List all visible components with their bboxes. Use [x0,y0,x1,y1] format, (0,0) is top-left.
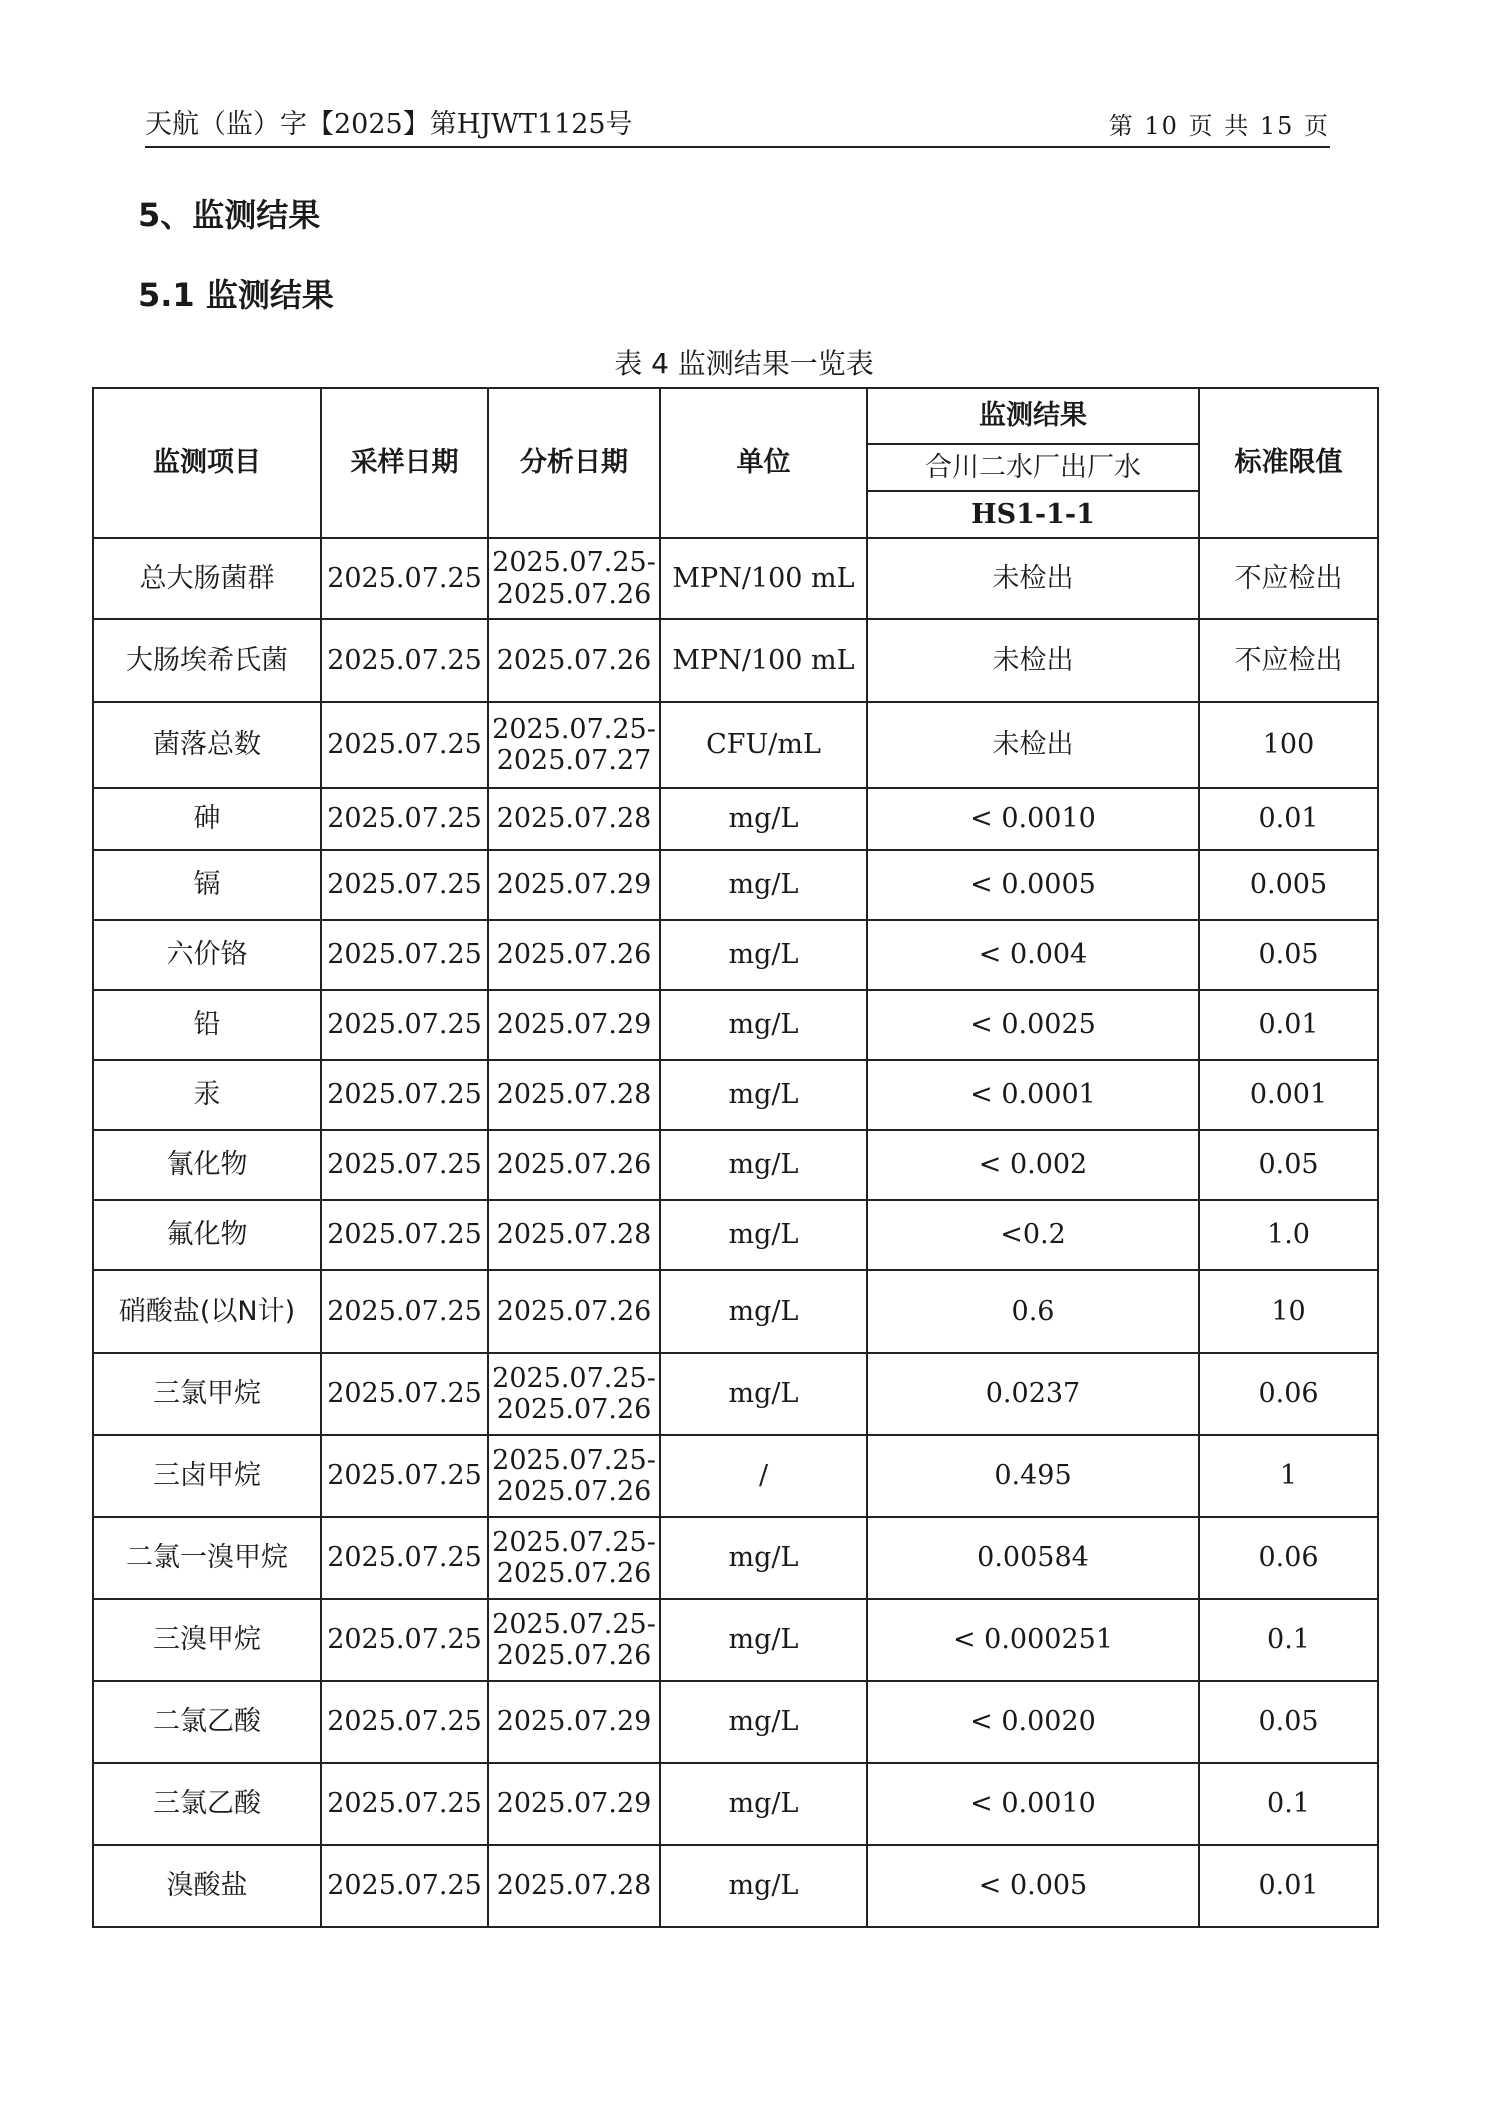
cell-item: 三氯甲烷 [93,1353,321,1435]
cell-unit: mg/L [660,990,867,1060]
cell-item: 二氯一溴甲烷 [93,1517,321,1599]
table-row [93,1599,1378,1681]
cell-sample-date: 2025.07.25 [321,920,488,990]
cell-result: 未检出 [867,538,1199,619]
cell-result: < 0.000251 [867,1599,1199,1681]
cell-analysis-date: 2025.07.29 [488,1763,660,1845]
cell-analysis-date: 2025.07.29 [488,850,660,920]
header-sample-date: 采样日期 [321,388,488,538]
cell-result: 0.00584 [867,1517,1199,1599]
table-row [93,1435,1378,1517]
cell-unit: mg/L [660,1200,867,1270]
cell-limit: 不应检出 [1199,538,1378,619]
cell-limit: 0.05 [1199,1681,1378,1763]
table-row [93,1681,1378,1763]
table-row [93,850,1378,920]
cell-analysis-date: 2025.07.26 [488,1130,660,1200]
cell-sample-date: 2025.07.25 [321,1270,488,1353]
cell-sample-date: 2025.07.25 [321,702,488,788]
cell-limit: 0.1 [1199,1763,1378,1845]
table-row [93,920,1378,990]
cell-sample-date: 2025.07.25 [321,788,488,850]
cell-item: 溴酸盐 [93,1845,321,1927]
cell-unit: MPN/100 mL [660,619,867,702]
cell-unit: mg/L [660,1060,867,1130]
cell-unit: / [660,1435,867,1517]
subsection-title: 5.1 监测结果 [138,276,334,314]
cell-result: 未检出 [867,702,1199,788]
cell-limit: 0.05 [1199,1130,1378,1200]
section-title: 5、监测结果 [138,196,321,234]
cell-analysis-date: 2025.07.25-2025.07.26 [488,1435,660,1517]
cell-sample-date: 2025.07.25 [321,538,488,619]
cell-limit: 1 [1199,1435,1378,1517]
cell-sample-date: 2025.07.25 [321,619,488,702]
table-row [93,702,1378,788]
cell-item: 砷 [93,788,321,850]
cell-limit: 0.01 [1199,788,1378,850]
cell-unit: mg/L [660,1517,867,1599]
cell-sample-date: 2025.07.25 [321,1353,488,1435]
cell-item: 氰化物 [93,1130,321,1200]
cell-result: < 0.0005 [867,850,1199,920]
cell-result: < 0.0001 [867,1060,1199,1130]
cell-item: 硝酸盐(以N计) [93,1270,321,1353]
cell-limit: 0.05 [1199,920,1378,990]
cell-unit: mg/L [660,920,867,990]
cell-sample-date: 2025.07.25 [321,1435,488,1517]
cell-limit: 0.001 [1199,1060,1378,1130]
cell-analysis-date: 2025.07.28 [488,788,660,850]
cell-sample-date: 2025.07.25 [321,1681,488,1763]
cell-sample-date: 2025.07.25 [321,1060,488,1130]
cell-item: 总大肠菌群 [93,538,321,619]
cell-sample-date: 2025.07.25 [321,1845,488,1927]
cell-result: < 0.0020 [867,1681,1199,1763]
page-header [145,96,1330,148]
cell-limit: 0.01 [1199,990,1378,1060]
table-row [93,1200,1378,1270]
cell-analysis-date: 2025.07.25-2025.07.27 [488,702,660,788]
cell-item: 大肠埃希氏菌 [93,619,321,702]
cell-item: 三卤甲烷 [93,1435,321,1517]
cell-analysis-date: 2025.07.25-2025.07.26 [488,1517,660,1599]
cell-unit: mg/L [660,788,867,850]
cell-item: 汞 [93,1060,321,1130]
header-item: 监测项目 [93,388,321,538]
cell-result: < 0.0010 [867,1763,1199,1845]
table-row [93,1845,1378,1927]
cell-result: <0.2 [867,1200,1199,1270]
cell-unit: mg/L [660,1599,867,1681]
cell-limit: 0.06 [1199,1517,1378,1599]
table-caption: 表 4 监测结果一览表 [614,347,874,380]
cell-limit: 0.1 [1199,1599,1378,1681]
cell-unit: mg/L [660,850,867,920]
cell-result: 0.6 [867,1270,1199,1353]
cell-result: < 0.005 [867,1845,1199,1927]
cell-sample-date: 2025.07.25 [321,1200,488,1270]
header-unit: 单位 [660,388,867,538]
cell-result: 0.495 [867,1435,1199,1517]
table-row [93,1763,1378,1845]
header-sample-id: HS1-1-1 [867,491,1199,538]
cell-item: 铅 [93,990,321,1060]
cell-item: 三溴甲烷 [93,1599,321,1681]
header-result: 监测结果 [867,388,1199,444]
results-table-body [93,538,1378,1927]
cell-analysis-date: 2025.07.26 [488,920,660,990]
cell-result: 0.0237 [867,1353,1199,1435]
cell-result: < 0.004 [867,920,1199,990]
table-row [93,990,1378,1060]
cell-analysis-date: 2025.07.25-2025.07.26 [488,538,660,619]
cell-sample-date: 2025.07.25 [321,990,488,1060]
cell-limit: 不应检出 [1199,619,1378,702]
cell-unit: mg/L [660,1270,867,1353]
cell-sample-date: 2025.07.25 [321,850,488,920]
cell-limit: 0.01 [1199,1845,1378,1927]
cell-sample-date: 2025.07.25 [321,1130,488,1200]
cell-unit: mg/L [660,1130,867,1200]
cell-item: 镉 [93,850,321,920]
cell-result: < 0.0010 [867,788,1199,850]
results-table [92,387,1379,1928]
cell-analysis-date: 2025.07.29 [488,990,660,1060]
cell-sample-date: 2025.07.25 [321,1599,488,1681]
cell-item: 菌落总数 [93,702,321,788]
cell-unit: CFU/mL [660,702,867,788]
cell-result: < 0.002 [867,1130,1199,1200]
table-row [93,619,1378,702]
cell-limit: 100 [1199,702,1378,788]
cell-item: 二氯乙酸 [93,1681,321,1763]
header-location: 合川二水厂出厂水 [867,444,1199,491]
cell-unit: mg/L [660,1845,867,1927]
report-number: 天航（监）字【2025】第HJWT1125号 [145,109,633,140]
cell-result: < 0.0025 [867,990,1199,1060]
cell-analysis-date: 2025.07.29 [488,1681,660,1763]
cell-analysis-date: 2025.07.28 [488,1200,660,1270]
cell-analysis-date: 2025.07.28 [488,1845,660,1927]
header-limit: 标准限值 [1199,388,1378,538]
cell-analysis-date: 2025.07.25-2025.07.26 [488,1599,660,1681]
cell-item: 三氯乙酸 [93,1763,321,1845]
cell-result: 未检出 [867,619,1199,702]
cell-unit: mg/L [660,1681,867,1763]
table-row [93,1060,1378,1130]
page-number: 第 10 页 共 15 页 [1108,112,1330,140]
cell-unit: mg/L [660,1763,867,1845]
table-row [93,1130,1378,1200]
cell-sample-date: 2025.07.25 [321,1763,488,1845]
cell-limit: 10 [1199,1270,1378,1353]
table-row [93,788,1378,850]
cell-limit: 1.0 [1199,1200,1378,1270]
cell-analysis-date: 2025.07.26 [488,1270,660,1353]
cell-analysis-date: 2025.07.28 [488,1060,660,1130]
cell-limit: 0.005 [1199,850,1378,920]
cell-unit: mg/L [660,1353,867,1435]
cell-limit: 0.06 [1199,1353,1378,1435]
table-row [93,1270,1378,1353]
cell-unit: MPN/100 mL [660,538,867,619]
table-row [93,1353,1378,1435]
cell-item: 六价铬 [93,920,321,990]
table-row [93,1517,1378,1599]
cell-sample-date: 2025.07.25 [321,1517,488,1599]
cell-analysis-date: 2025.07.26 [488,619,660,702]
cell-item: 氟化物 [93,1200,321,1270]
header-analysis-date: 分析日期 [488,388,660,538]
cell-analysis-date: 2025.07.25-2025.07.26 [488,1353,660,1435]
table-row [93,538,1378,619]
